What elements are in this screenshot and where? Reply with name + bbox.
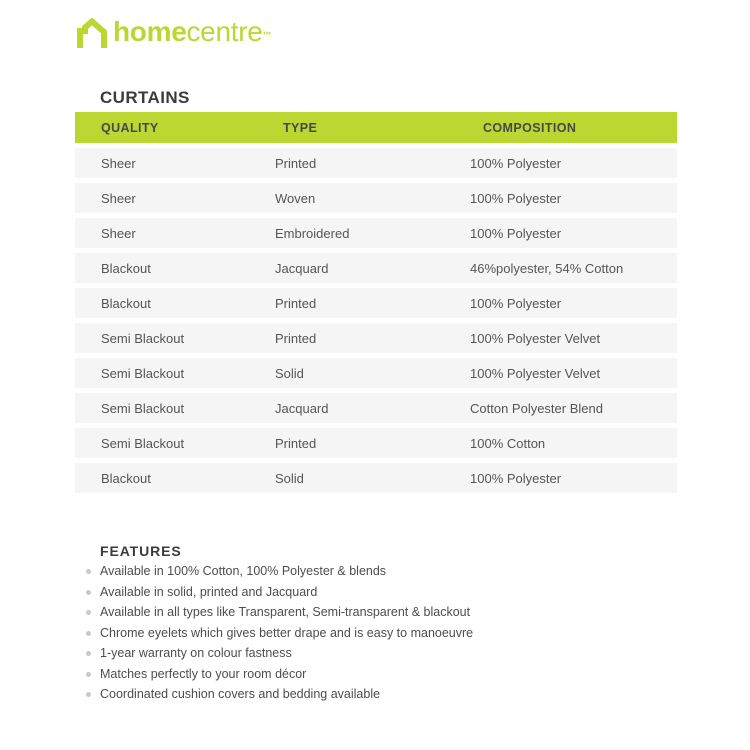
cell-quality: Blackout bbox=[101, 470, 151, 486]
cell-type: Solid bbox=[275, 470, 304, 486]
cell-composition: 100% Polyester bbox=[470, 225, 562, 241]
cell-type: Jacquard bbox=[275, 260, 329, 276]
section-title-features: FEATURES bbox=[100, 543, 182, 559]
feature-item bbox=[75, 565, 655, 578]
table-row bbox=[75, 428, 677, 458]
cell-type: Printed bbox=[275, 330, 317, 346]
feature-text: Available in all types like Transparent, Semi-transparent & blackout bbox=[100, 605, 471, 619]
cell-composition: 100% Polyester bbox=[470, 155, 562, 171]
cell-composition: 100% Polyester bbox=[470, 190, 562, 206]
table-row bbox=[75, 393, 677, 423]
cell-type: Printed bbox=[275, 435, 317, 451]
cell-quality: Blackout bbox=[101, 295, 151, 311]
cell-quality: Blackout bbox=[101, 260, 151, 276]
cell-type: Printed bbox=[275, 155, 317, 171]
cell-composition: 100% Polyester Velvet bbox=[470, 330, 601, 346]
bullet-icon bbox=[86, 610, 91, 615]
feature-item bbox=[75, 606, 655, 619]
table-row bbox=[75, 358, 677, 388]
table-row bbox=[75, 218, 677, 248]
cell-type: Embroidered bbox=[275, 225, 350, 241]
cell-quality: Semi Blackout bbox=[101, 435, 185, 451]
brand-word-centre: centre bbox=[186, 15, 263, 47]
feature-item bbox=[75, 688, 655, 701]
feature-text: Matches perfectly to your room décor bbox=[100, 666, 307, 681]
trademark-symbol: ™ bbox=[262, 29, 272, 40]
cell-composition: 100% Polyester Velvet bbox=[470, 365, 601, 381]
cell-composition: Cotton Polyester Blend bbox=[470, 400, 603, 416]
column-header-type: TYPE bbox=[283, 120, 318, 135]
feature-text: Chrome eyelets which gives better drape and is easy to manoeuvre bbox=[100, 625, 474, 640]
cell-type: Printed bbox=[275, 295, 317, 311]
cell-quality: Sheer bbox=[101, 155, 136, 171]
feature-item bbox=[75, 668, 655, 681]
table-row bbox=[75, 463, 677, 493]
feature-item bbox=[75, 647, 655, 660]
feature-text: Available in solid, printed and Jacquard bbox=[100, 584, 318, 599]
bullet-icon bbox=[86, 569, 91, 574]
home-icon bbox=[75, 18, 108, 49]
feature-text: 1-year warranty on colour fastness bbox=[100, 646, 292, 660]
curtains-table bbox=[75, 112, 677, 493]
cell-quality: Semi Blackout bbox=[101, 365, 185, 381]
cell-composition: 100% Polyester bbox=[470, 295, 562, 311]
feature-item bbox=[75, 627, 655, 640]
table-header-row bbox=[75, 112, 677, 143]
bullet-icon bbox=[86, 672, 91, 677]
cell-quality: Sheer bbox=[101, 225, 136, 241]
bullet-icon bbox=[86, 590, 91, 595]
bullet-icon bbox=[86, 651, 91, 656]
cell-quality: Semi Blackout bbox=[101, 400, 185, 416]
cell-composition: 100% Polyester bbox=[470, 470, 562, 486]
cell-composition: 100% Cotton bbox=[470, 435, 546, 451]
column-header-composition: COMPOSITION bbox=[483, 120, 577, 135]
table-row bbox=[75, 323, 677, 353]
table-row bbox=[75, 288, 677, 318]
table-row bbox=[75, 253, 677, 283]
brand-word-home: home bbox=[113, 15, 187, 47]
cell-quality: Semi Blackout bbox=[101, 330, 185, 346]
section-title-curtains: CURTAINS bbox=[100, 88, 190, 107]
brand-logo bbox=[75, 16, 271, 50]
cell-type: Jacquard bbox=[275, 400, 329, 416]
features-list bbox=[75, 565, 655, 709]
cell-composition: 46%polyester, 54% Cotton bbox=[470, 260, 624, 276]
bullet-icon bbox=[86, 692, 91, 697]
table-row bbox=[75, 148, 677, 178]
brand-wordmark bbox=[113, 17, 271, 50]
cell-type: Woven bbox=[275, 190, 316, 206]
feature-text: Coordinated cushion covers and bedding available bbox=[100, 687, 381, 701]
feature-text: Available in 100% Cotton, 100% Polyester & blends bbox=[100, 564, 387, 578]
cell-quality: Sheer bbox=[101, 190, 136, 206]
feature-item bbox=[75, 586, 655, 599]
column-header-quality: QUALITY bbox=[101, 120, 159, 135]
table-row bbox=[75, 183, 677, 213]
bullet-icon bbox=[86, 631, 91, 636]
cell-type: Solid bbox=[275, 365, 304, 381]
